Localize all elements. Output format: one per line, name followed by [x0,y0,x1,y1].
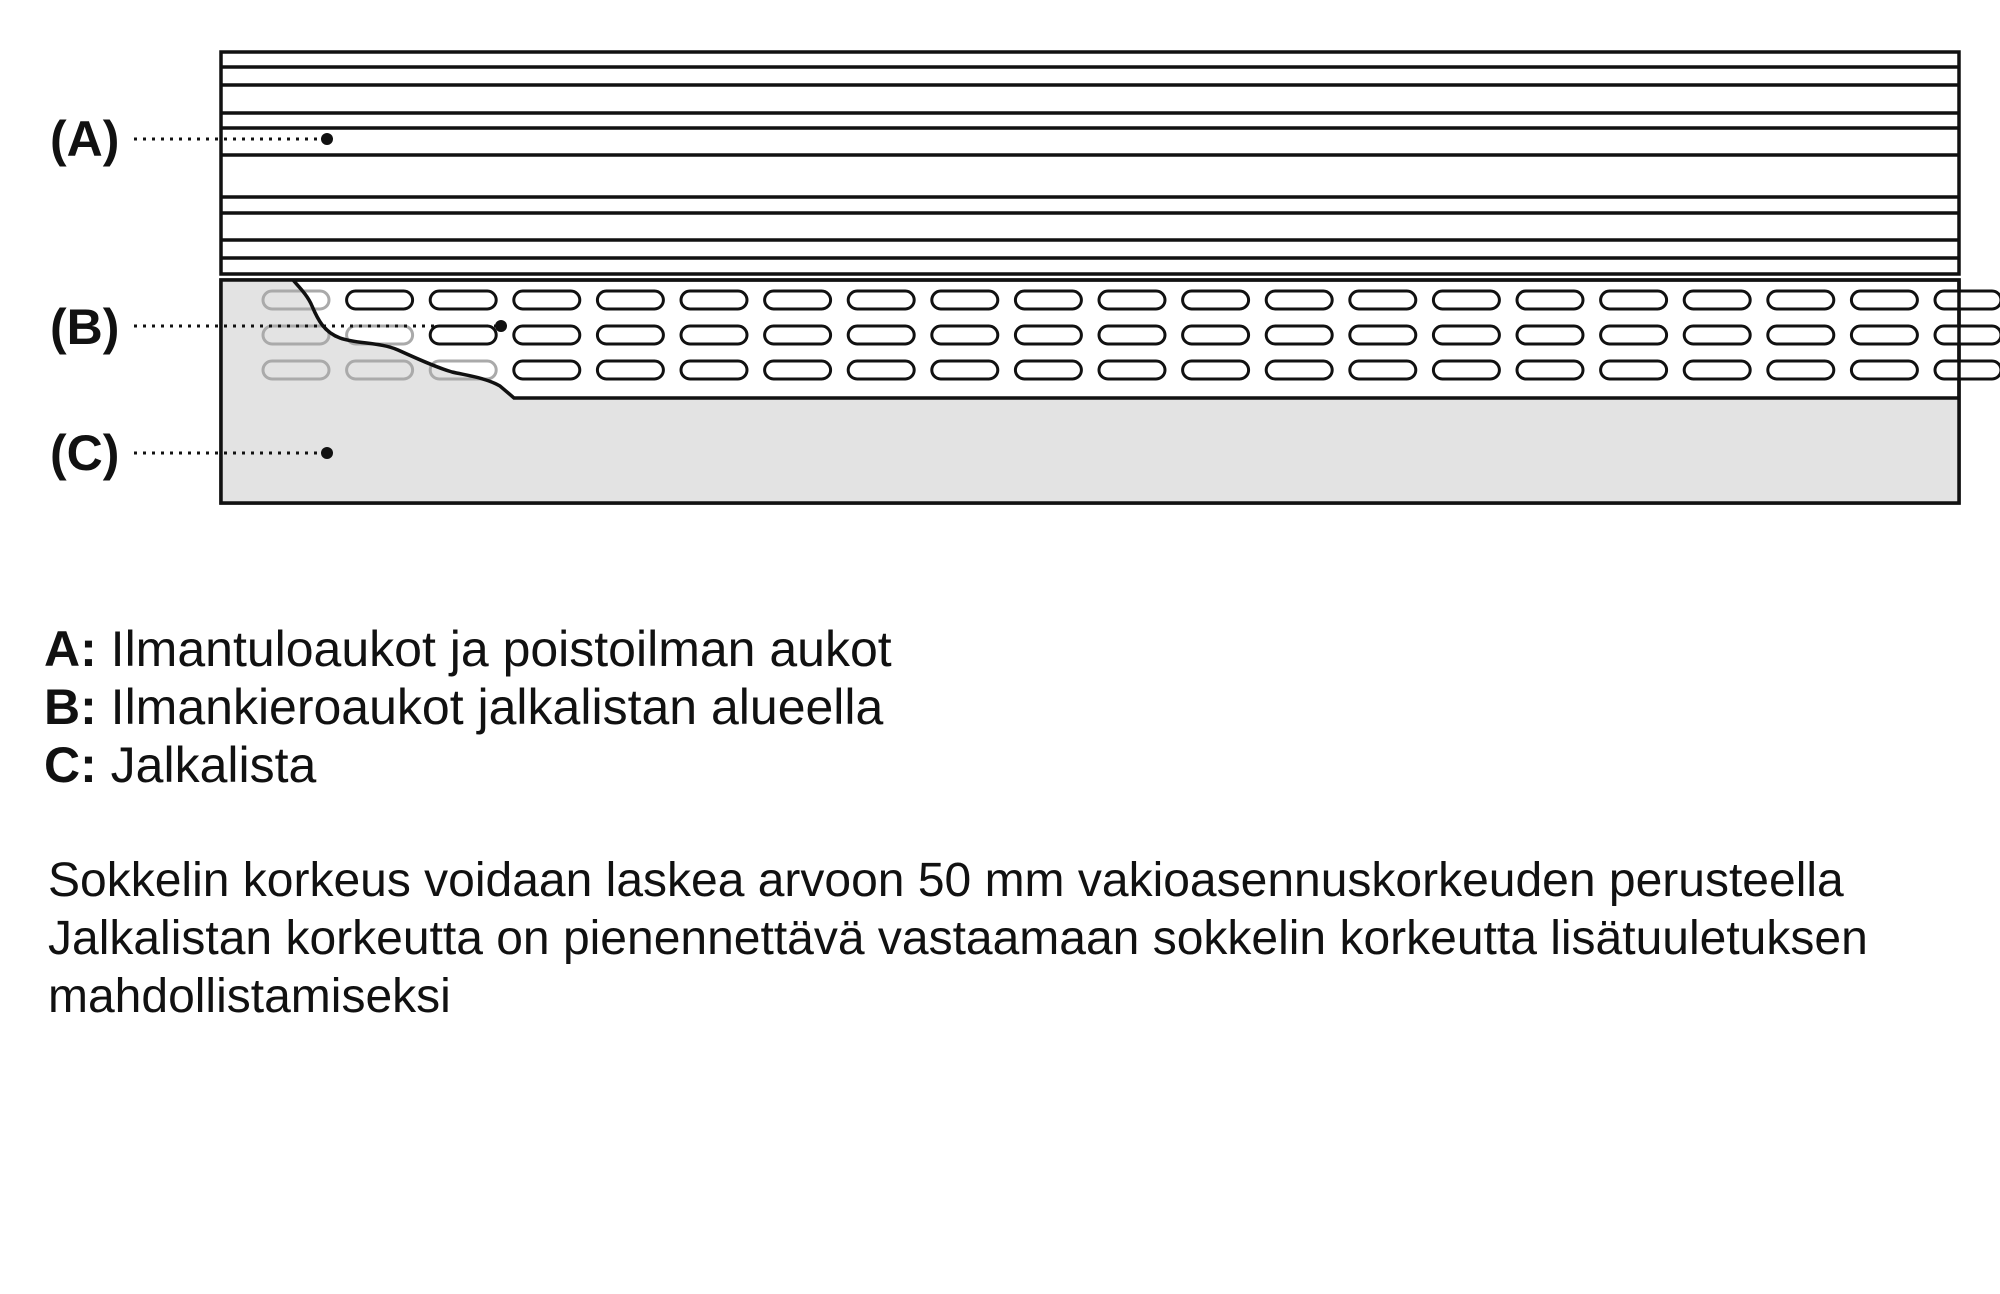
air-intake-grille [221,52,1959,274]
circulation-slot [1266,291,1332,309]
circulation-slot [347,291,413,309]
circulation-slot [1183,326,1249,344]
circulation-slot [1601,326,1667,344]
leader-a [134,133,333,145]
circulation-slot [848,361,914,379]
pointer-dot-a [321,133,333,145]
circulation-slot [1768,326,1834,344]
kickboard-area [221,280,1959,503]
ventilation-diagram [0,0,2000,530]
circulation-slot [1601,291,1667,309]
circulation-slot [848,291,914,309]
circulation-slot [681,326,747,344]
circulation-slot [932,361,998,379]
note-kickboard-height: Jalkalistan korkeutta on pienennettävä vastaamaan sokkelin korkeutta lisätuuletuksen mahdollistamiseksi [48,912,1868,1023]
circulation-slot [1266,326,1332,344]
circulation-slot [1684,291,1750,309]
circulation-slot [1935,291,2000,309]
circulation-slot [1015,291,1081,309]
circulation-slot [1350,326,1416,344]
circulation-slot [597,291,663,309]
circulation-slot [765,291,831,309]
installation-notes [48,852,1948,1026]
callout-b: (B) [50,299,120,355]
legend-item-c [44,736,892,794]
circulation-slot [1433,361,1499,379]
circulation-slot [1015,361,1081,379]
circulation-slot [1517,326,1583,344]
circulation-slot [1935,361,2000,379]
note-plinth-height: Sokkelin korkeus voidaan laskea arvoon 50 mm vakioasennuskorkeuden perusteella [48,854,1844,907]
circulation-slot [1768,291,1834,309]
circulation-slot [1517,291,1583,309]
circulation-slot [1183,361,1249,379]
circulation-slot [848,326,914,344]
legend-key: C: [44,737,97,793]
circulation-slot [1350,291,1416,309]
circulation-slot [681,361,747,379]
circulation-slot [765,326,831,344]
circulation-slot [514,291,580,309]
legend-text: Jalkalista [110,737,317,793]
circulation-slot [1099,291,1165,309]
circulation-slot [1099,326,1165,344]
legend-item-a [44,620,892,678]
callout-a: (A) [50,111,120,167]
circulation-slot [1851,291,1917,309]
circulation-slot [1015,326,1081,344]
circulation-slot [1433,291,1499,309]
circulation-slot [765,361,831,379]
circulation-slot [932,291,998,309]
legend-key: A: [44,621,97,677]
circulation-slot [430,326,496,344]
circulation-slot [597,326,663,344]
circulation-slot [430,291,496,309]
legend-text: Ilmankieroaukot jalkalistan alueella [110,679,884,735]
legend-text: Ilmantuloaukot ja poistoilman aukot [110,621,892,677]
circulation-slot [1099,361,1165,379]
pointer-dot-b [495,320,507,332]
circulation-slot [1433,326,1499,344]
circulation-slot [597,361,663,379]
circulation-slot [1851,361,1917,379]
pointer-dot-c [321,447,333,459]
legend [44,620,892,794]
legend-key: B: [44,679,97,735]
circulation-slot [1684,361,1750,379]
circulation-slot [1851,326,1917,344]
circulation-slot [1183,291,1249,309]
circulation-slot [1517,361,1583,379]
circulation-slots [263,291,2000,379]
circulation-slot [514,361,580,379]
circulation-slot [681,291,747,309]
circulation-slot [932,326,998,344]
circulation-slot [1935,326,2000,344]
circulation-slot [514,326,580,344]
circulation-slot [1350,361,1416,379]
circulation-slot [1266,361,1332,379]
callout-c: (C) [50,425,120,481]
circulation-slot [1601,361,1667,379]
circulation-slot [1684,326,1750,344]
circulation-slot [1768,361,1834,379]
legend-item-b [44,678,892,736]
